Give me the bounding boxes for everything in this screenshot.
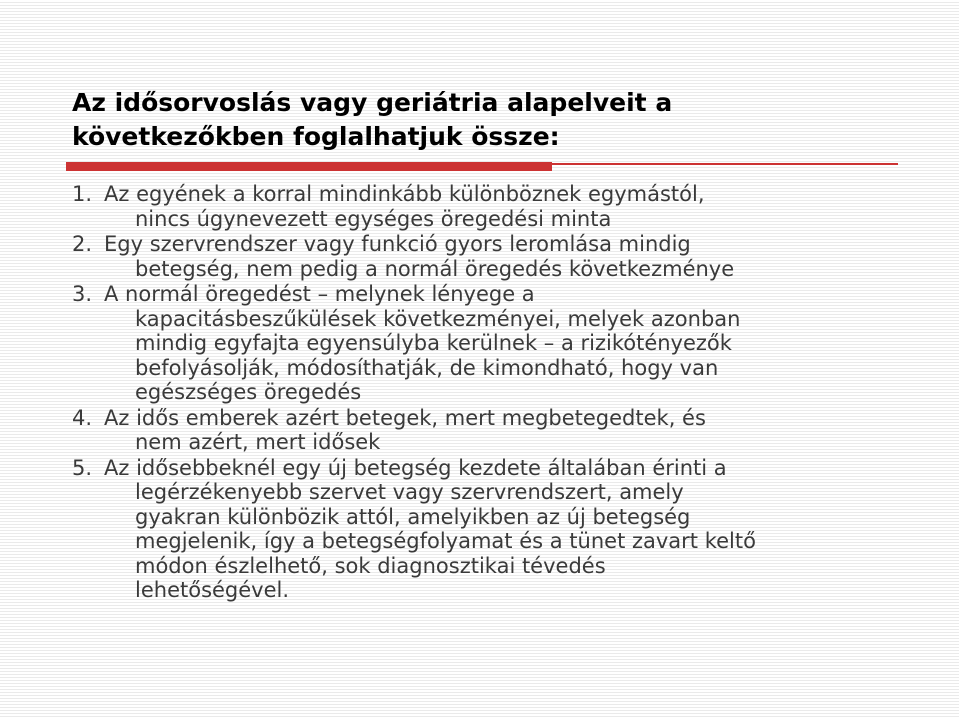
list-item-line: Az idős emberek azért betegek, mert megbetegedtek, és — [104, 405, 706, 430]
list-item-number: 5. — [72, 455, 93, 480]
list-item — [72, 232, 932, 281]
list-item-line: lehetőségével. — [135, 578, 290, 602]
list-item — [72, 182, 932, 231]
list-item-line: egészséges öregedés — [135, 380, 362, 404]
list-item-number: 4. — [72, 405, 93, 430]
list-item-line: gyakran különbözik attól, amelyikben az új betegség — [135, 504, 691, 529]
list-item-line: mindig egyfajta egyensúlyba kerülnek – a rizikótényezők — [135, 331, 732, 355]
list-item-line: nem azért, mert idősek — [135, 430, 381, 454]
list-item-line: legérzékenyebb szervet vagy szervrendszert, amely — [135, 480, 684, 504]
list-item-line: kapacitásbeszűkülések következményei, melyek azonban — [135, 306, 741, 331]
title-underline-rule — [552, 163, 898, 165]
list-item-line: befolyásolják, módosíthatják, de kimondható, hogy van — [135, 355, 719, 380]
list-item-text — [72, 232, 932, 281]
list-item-line: módon észlelhető, sok diagnosztikai tévedés — [135, 553, 606, 578]
list-item-line: A normál öregedést – melynek lényege a — [104, 282, 535, 306]
list-item-text — [72, 456, 932, 603]
list-item-line: Az egyének a korral mindinkább különböznek egymástól, — [104, 182, 705, 206]
list-item — [72, 406, 932, 455]
list-item-line: betegség, nem pedig a normál öregedés következménye — [135, 256, 735, 281]
list-item-number: 1. — [72, 182, 93, 206]
list-item-text — [72, 406, 932, 455]
list-item-line: Az idősebbeknél egy új betegség kezdete általában érinti a — [104, 455, 727, 480]
list-item-text — [72, 182, 932, 231]
list-item-number: 3. — [72, 282, 93, 306]
list-item-line: Egy szervrendszer vagy funkció gyors leromlása mindig — [104, 232, 691, 256]
list-item-text — [72, 282, 932, 405]
slide-title-line-1: Az idősorvoslás vagy geriátria alapelveit a — [72, 88, 673, 117]
list-item — [72, 282, 932, 405]
list-item-number: 2. — [72, 232, 93, 256]
list-item-line: nincs úgynevezett egységes öregedési minta — [135, 206, 612, 231]
principles-list — [72, 182, 932, 604]
list-item — [72, 456, 932, 603]
slide-title-line-2: következőkben foglalhatjuk össze: — [72, 122, 560, 151]
slide-title — [72, 86, 912, 154]
list-item-line: megjelenik, így a betegségfolyamat és a tünet zavart keltő — [135, 529, 756, 553]
title-underline-accent — [66, 162, 552, 171]
